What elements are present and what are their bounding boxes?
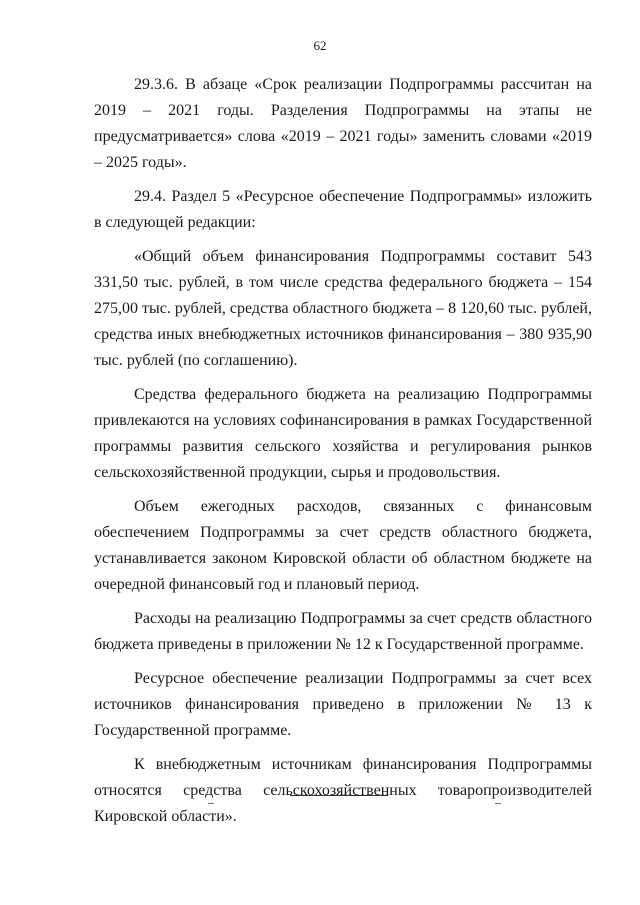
paragraph-regional-budget-expenses: Расходы на реализацию Подпрограммы за счет средств областного бюджета приведены в приложении № 12 к Государственной программе. bbox=[94, 610, 592, 653]
page-number: 62 bbox=[313, 38, 327, 53]
closing-separator-line bbox=[290, 795, 388, 796]
paragraph-total-financing: «Общий объем финансирования Подпрограммы составит 543 331,50 тыс. рублей, в том числе средства федерального бюджета – 154 275,00 тыс. рублей, средства областного бюджета – 8 120,60 тыс. рублей, средства иных внебюджетных источников финансирования – 380 935,90 тыс. рублей (по соглашению). bbox=[94, 248, 592, 369]
paragraph-extrabudgetary-sources: К внебюджетным источникам финансирования Подпрограммы относятся средства сельскохозяйственных товаропроизводителей Кировской области». bbox=[94, 756, 592, 825]
paragraph-amendment-29-3-6: 29.3.6. В абзаце «Срок реализации Подпрограммы рассчитан на 2019 – 2021 годы. Разделения Подпрограммы на этапы не предусматривается» слова «2019 – 2021 годы» заменить словами «2019 – 2025 годы». bbox=[94, 76, 592, 171]
scan-speck bbox=[495, 803, 501, 804]
paragraph-resource-provision: Ресурсное обеспечение реализации Подпрограммы за счет всех источников финансирования приведено в приложении № 13 к Государственной программе. bbox=[94, 670, 592, 739]
paragraph-annual-expenses: Объем ежегодных расходов, связанных с финансовым обеспечением Подпрограммы за счет средств областного бюджета, устанавливается законом Кировской области об областном бюджете на очередной финансовый год и плановый период. bbox=[94, 498, 592, 593]
scan-speck bbox=[208, 803, 214, 804]
paragraph-federal-budget: Средства федерального бюджета на реализацию Подпрограммы привлекаются на условиях софинансирования в рамках Государственной программы развития сельского хозяйства и регулирования рынков сельскохозяйственной продукции, сырья и продовольствия. bbox=[94, 386, 592, 481]
paragraph-amendment-29-4: 29.4. Раздел 5 «Ресурсное обеспечение Подпрограммы» изложить в следующей редакции: bbox=[94, 188, 592, 231]
document-body bbox=[94, 72, 592, 838]
